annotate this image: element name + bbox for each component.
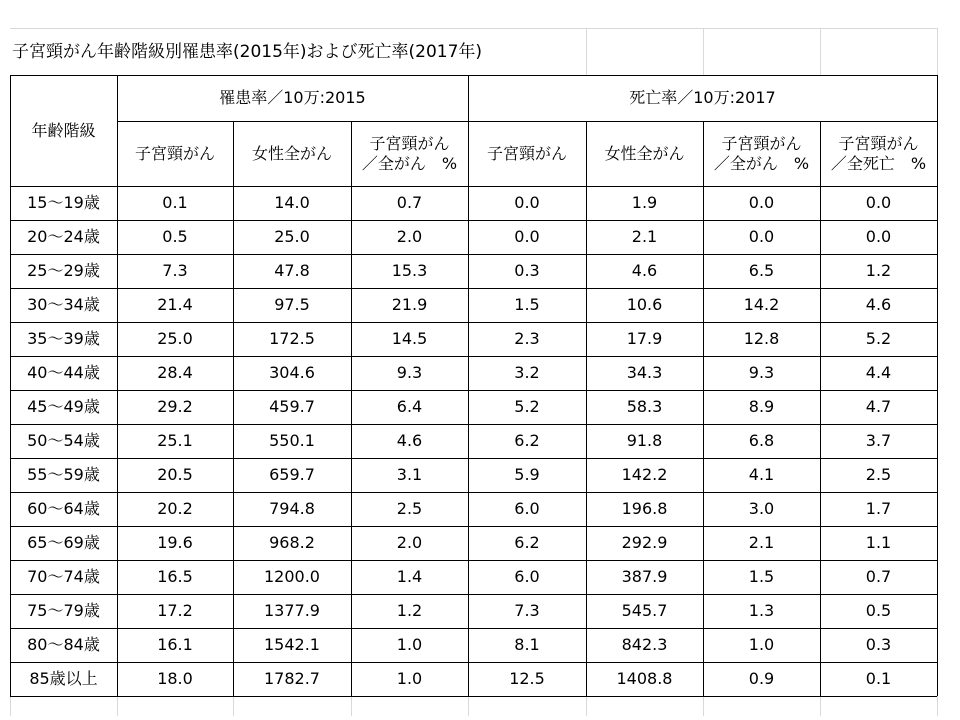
table-cell-value: 1.1 xyxy=(865,533,892,552)
table-cell-value: 10.6 xyxy=(626,295,663,314)
table-cell-value: 15.3 xyxy=(391,261,428,280)
table-cell-value: 1542.1 xyxy=(264,635,320,654)
table-cell-value: 1.0 xyxy=(748,635,775,654)
table-cell-value: 1.4 xyxy=(396,567,423,586)
table-cell-value: 550.1 xyxy=(269,431,315,450)
row-age-label: 60～64歳 xyxy=(27,499,100,518)
column-header: 子宮頸がん ／全がん % xyxy=(713,133,810,173)
table-cell-value: 12.5 xyxy=(509,669,545,688)
table-cell-value: 292.9 xyxy=(621,533,668,552)
column-header: 子宮頸がん xyxy=(134,143,215,163)
table-cell-value: 842.3 xyxy=(621,635,668,654)
table-cell-value: 0.7 xyxy=(865,567,892,586)
table-cell-value: 142.2 xyxy=(621,465,668,484)
table-cell-value: 1377.9 xyxy=(264,601,320,620)
table-cell-value: 20.5 xyxy=(157,465,193,484)
table-cell-value: 0.1 xyxy=(162,193,188,212)
row-age-label: 50～54歳 xyxy=(27,431,100,450)
table-cell-value: 0.0 xyxy=(865,193,892,212)
row-age-label: 40～44歳 xyxy=(27,363,100,382)
table-cell-value: 18.0 xyxy=(157,669,193,688)
table-cell-value: 21.4 xyxy=(157,295,193,314)
table-cell-value: 0.7 xyxy=(396,193,423,212)
table-cell-value: 9.3 xyxy=(748,363,775,382)
table-cell-value: 4.4 xyxy=(865,363,892,382)
table-cell-value: 17.2 xyxy=(157,601,193,620)
table-cell-value: 2.3 xyxy=(514,329,540,348)
table-cell-value: 0.3 xyxy=(514,261,540,280)
table-cell-value: 20.2 xyxy=(157,499,193,518)
row-age-label: 65～69歳 xyxy=(27,533,100,552)
table-cell-value: 0.3 xyxy=(865,635,892,654)
table-cell-value: 6.2 xyxy=(514,431,540,450)
table-cell-value: 3.1 xyxy=(396,465,423,484)
table-cell-value: 6.4 xyxy=(396,397,423,416)
table-cell-value: 5.9 xyxy=(514,465,540,484)
table-cell-value: 25.1 xyxy=(157,431,193,450)
table-cell-value: 29.2 xyxy=(157,397,193,416)
column-header: 子宮頸がん xyxy=(486,143,567,163)
table-cell-value: 968.2 xyxy=(269,533,315,552)
table-cell-value: 5.2 xyxy=(865,329,892,348)
table-cell-value: 25.0 xyxy=(157,329,193,348)
table-cell-value: 0.1 xyxy=(865,669,892,688)
column-header: 女性全がん xyxy=(604,143,685,163)
table-cell-value: 17.9 xyxy=(626,329,663,348)
table-cell-value: 16.5 xyxy=(157,567,193,586)
table-cell-value: 794.8 xyxy=(269,499,315,518)
row-age-label: 35～39歳 xyxy=(27,329,100,348)
table-cell-value: 304.6 xyxy=(269,363,315,382)
mortality-group-header: 死亡率／10万:2017 xyxy=(629,88,776,107)
table-cell-value: 21.9 xyxy=(391,295,428,314)
table-cell-value: 14.2 xyxy=(743,295,780,314)
table-cell-value: 8.9 xyxy=(748,397,775,416)
table-cell-value: 6.0 xyxy=(514,567,540,586)
table-cell-value: 4.6 xyxy=(865,295,892,314)
table-cell-value: 5.2 xyxy=(514,397,540,416)
table-cell-value: 4.6 xyxy=(631,261,658,280)
column-header: 子宮頸がん ／全死亡 % xyxy=(830,133,927,173)
table-cell-value: 2.5 xyxy=(865,465,892,484)
table-cell-value: 0.0 xyxy=(514,193,540,212)
table-cell-value: 19.6 xyxy=(157,533,193,552)
table-cell-value: 91.8 xyxy=(626,431,663,450)
table-cell-value: 58.3 xyxy=(626,397,663,416)
table-cell-value: 12.8 xyxy=(743,329,780,348)
table-cell-value: 16.1 xyxy=(157,635,193,654)
table-cell-value: 1.7 xyxy=(865,499,892,518)
table-cell-value: 4.6 xyxy=(396,431,423,450)
table-cell-value: 1.2 xyxy=(396,601,423,620)
row-age-label: 75～79歳 xyxy=(27,601,100,620)
table-cell-value: 1.9 xyxy=(631,193,658,212)
table-cell-value: 1.2 xyxy=(865,261,892,280)
age-group-header: 年齢階級 xyxy=(31,120,96,140)
table-cell-value: 25.0 xyxy=(274,227,310,246)
row-age-label: 45～49歳 xyxy=(27,397,100,416)
table-cell-value: 0.5 xyxy=(865,601,892,620)
table-cell-value: 1.3 xyxy=(748,601,775,620)
table-cell-value: 2.5 xyxy=(396,499,423,518)
table-cell-value: 2.1 xyxy=(748,533,775,552)
table-cell-value: 1200.0 xyxy=(264,567,320,586)
table-cell-value: 9.3 xyxy=(396,363,423,382)
table-cell-value: 8.1 xyxy=(514,635,540,654)
table-cell-value: 97.5 xyxy=(274,295,310,314)
column-header: 女性全がん xyxy=(251,143,332,163)
table-cell-value: 1408.8 xyxy=(616,669,673,688)
table-cell-value: 34.3 xyxy=(626,363,663,382)
row-age-label: 70～74歳 xyxy=(27,567,100,586)
table-cell-value: 196.8 xyxy=(621,499,668,518)
column-header: 子宮頸がん ／全がん % xyxy=(361,133,458,173)
table-cell-value: 0.9 xyxy=(748,669,775,688)
table-cell-value: 14.0 xyxy=(274,193,310,212)
table-cell-value: 2.0 xyxy=(396,533,423,552)
table-cell-value: 2.0 xyxy=(396,227,423,246)
row-age-label: 80～84歳 xyxy=(27,635,100,654)
row-age-label: 55～59歳 xyxy=(27,465,100,484)
table-cell-value: 4.1 xyxy=(748,465,775,484)
table-cell-value: 4.7 xyxy=(865,397,892,416)
table-cell-value: 3.2 xyxy=(514,363,540,382)
row-age-label: 25～29歳 xyxy=(27,261,100,280)
table-cell-value: 459.7 xyxy=(269,397,315,416)
table-cell-value: 3.7 xyxy=(865,431,892,450)
table-cell-value: 28.4 xyxy=(157,363,193,382)
incidence-group-header: 罹患率／10万:2015 xyxy=(219,88,366,107)
table-cell-value: 387.9 xyxy=(621,567,668,586)
table-cell-value: 0.5 xyxy=(162,227,188,246)
row-age-label: 85歳以上 xyxy=(29,669,98,688)
table-cell-value: 47.8 xyxy=(274,261,310,280)
table-cell-value: 0.0 xyxy=(748,227,775,246)
table-cell-value: 545.7 xyxy=(621,601,668,620)
table-cell-value: 6.2 xyxy=(514,533,540,552)
row-age-label: 15～19歳 xyxy=(27,193,100,212)
row-age-label: 30～34歳 xyxy=(27,295,100,314)
table-cell-value: 2.1 xyxy=(631,227,658,246)
table-cell-value: 0.0 xyxy=(748,193,775,212)
table-cell-value: 3.0 xyxy=(748,499,775,518)
row-age-label: 20～24歳 xyxy=(27,227,100,246)
table-cell-value: 7.3 xyxy=(514,601,540,620)
table-cell-value: 172.5 xyxy=(269,329,315,348)
table-cell-value: 0.0 xyxy=(514,227,540,246)
table-cell-value: 1782.7 xyxy=(264,669,320,688)
table-cell-value: 1.0 xyxy=(396,635,423,654)
table-cell-value: 7.3 xyxy=(162,261,188,280)
table-cell-value: 1.5 xyxy=(748,567,775,586)
table-cell-value: 14.5 xyxy=(391,329,428,348)
table-cell-value: 6.8 xyxy=(748,431,775,450)
table-cell-value: 6.5 xyxy=(748,261,775,280)
table-cell-value: 6.0 xyxy=(514,499,540,518)
table-cell-value: 1.0 xyxy=(396,669,423,688)
table-title: 子宮頸がん年齢階級別罹患率(2015年)および死亡率(2017年) xyxy=(12,42,483,62)
table-cell-value: 0.0 xyxy=(865,227,892,246)
table-cell-value: 1.5 xyxy=(514,295,540,314)
table-cell-value: 659.7 xyxy=(269,465,315,484)
